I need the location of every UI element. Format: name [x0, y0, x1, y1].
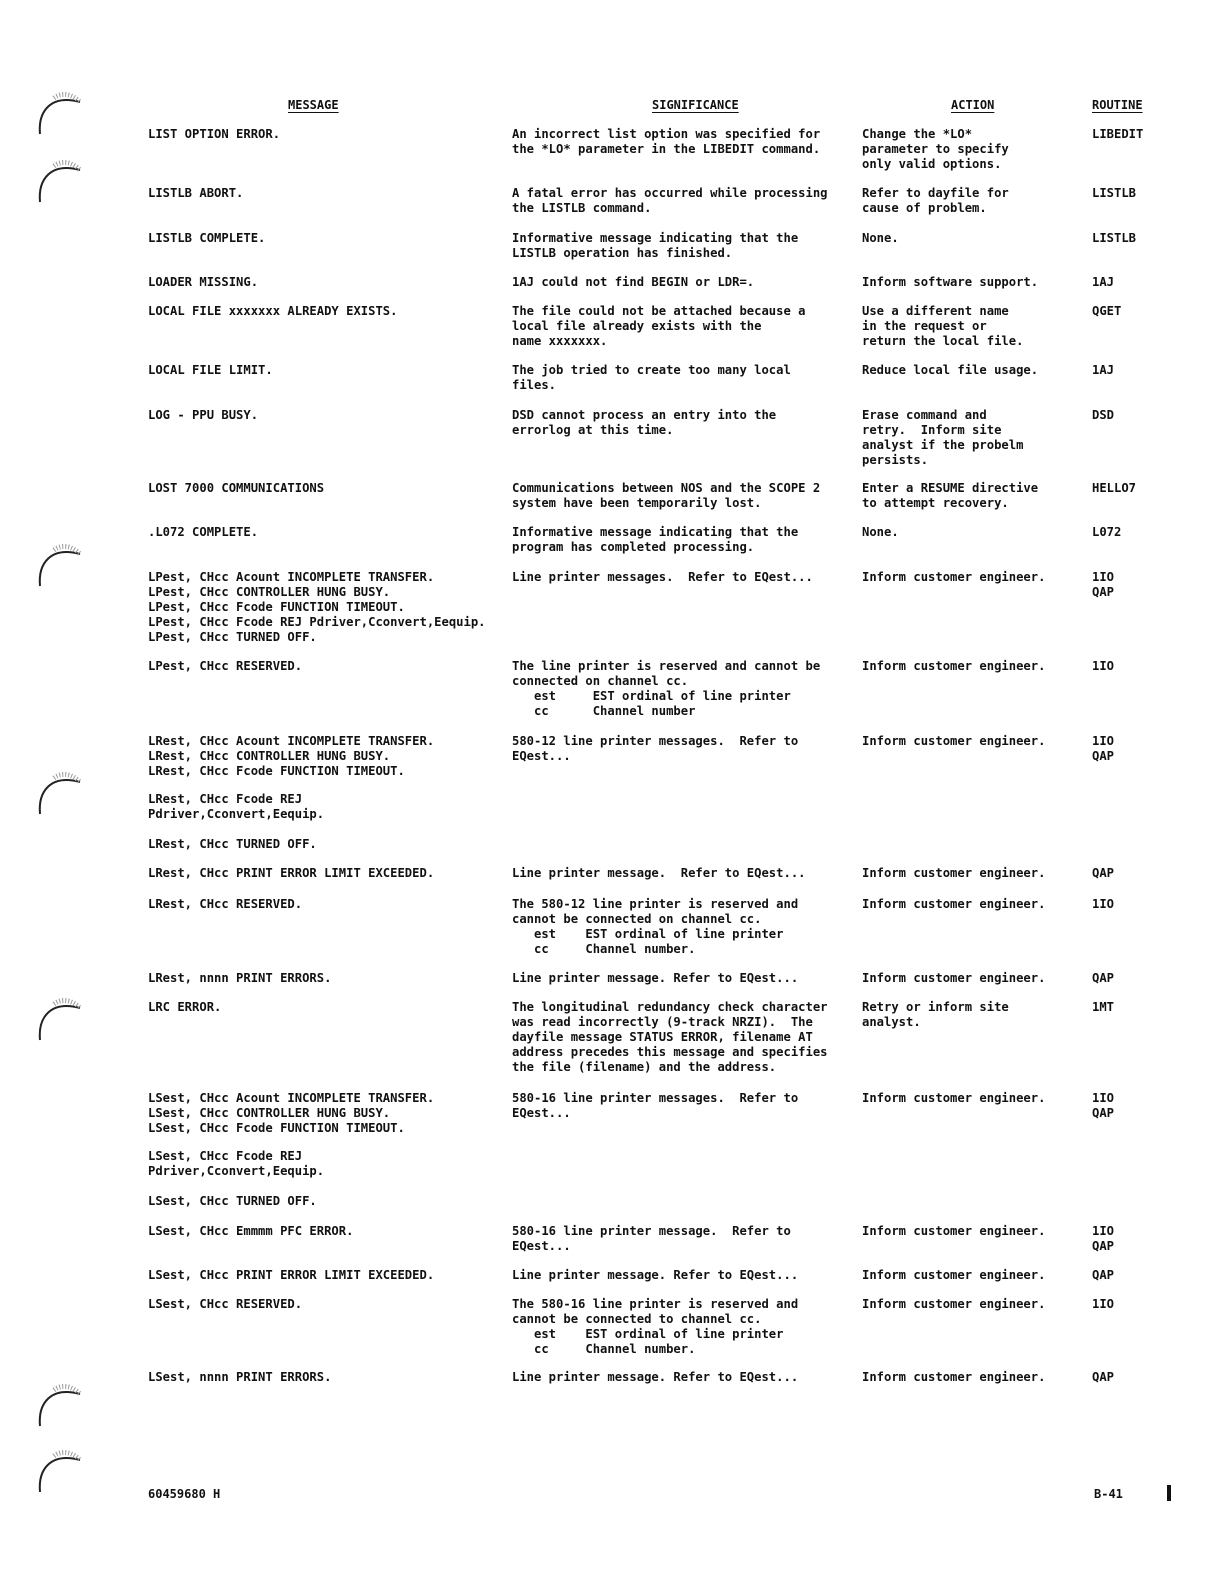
- significance-cell: Line printer messages. Refer to EQest...: [512, 570, 813, 584]
- routine-cell: 1AJ: [1092, 363, 1115, 377]
- routine-cell: LIBEDIT: [1092, 127, 1144, 141]
- document-number: 60459680 H: [148, 1487, 221, 1501]
- routine-cell: 1AJ: [1092, 275, 1115, 289]
- routine-cell: QAP: [1092, 866, 1115, 880]
- action-cell: Use a different name in the request or return the local file.: [862, 304, 1024, 348]
- message-cell: LISTLB ABORT.: [148, 186, 244, 200]
- action-cell: Inform customer engineer.: [862, 1091, 1046, 1105]
- column-header-routine: ROUTINE: [1092, 98, 1143, 112]
- message-cell: LRC ERROR.: [148, 1000, 222, 1014]
- binder-hole-mark-icon: [36, 1380, 86, 1434]
- message-cell: LRest, CHcc Acount INCOMPLETE TRANSFER. LRest, CHcc CONTROLLER HUNG BUSY. LRest, CHcc Fcode FUNCTION TIMEOUT.: [148, 734, 435, 778]
- action-cell: Inform customer engineer.: [862, 659, 1046, 673]
- action-cell: Inform customer engineer.: [862, 734, 1046, 748]
- message-cell: LISTLB COMPLETE.: [148, 231, 266, 245]
- significance-cell: 580-16 line printer messages. Refer to EQest...: [512, 1091, 799, 1120]
- routine-cell: LISTLB: [1092, 186, 1137, 200]
- routine-cell: HELLO7: [1092, 481, 1137, 495]
- significance-cell: Line printer message. Refer to EQest...: [512, 866, 806, 880]
- significance-cell: The longitudinal redundancy check character was read incorrectly (9-track NRZI). The dayfile message STATUS ERROR, filename AT address precedes this message and specifies the file (filename) and the address.: [512, 1000, 828, 1074]
- message-cell: LOCAL FILE xxxxxxx ALREADY EXISTS.: [148, 304, 398, 318]
- routine-cell: 1IO QAP: [1092, 734, 1115, 763]
- significance-cell: Communications between NOS and the SCOPE 2 system have been temporarily lost.: [512, 481, 821, 510]
- routine-cell: 1MT: [1092, 1000, 1115, 1014]
- significance-cell: The line printer is reserved and cannot be connected on channel cc. est EST ordinal of line printer cc Channel number: [512, 659, 821, 718]
- message-cell: LRest, nnnn PRINT ERRORS.: [148, 971, 332, 985]
- binder-hole-mark-icon: [36, 768, 86, 822]
- significance-cell: Line printer message. Refer to EQest...: [512, 1268, 799, 1282]
- significance-cell: 1AJ could not find BEGIN or LDR=.: [512, 275, 755, 289]
- message-cell: LSest, CHcc Fcode REJ Pdriver,Cconvert,Eequip.: [148, 1149, 325, 1178]
- routine-cell: QAP: [1092, 971, 1115, 985]
- message-cell: LOADER MISSING.: [148, 275, 259, 289]
- message-cell: LSest, CHcc Acount INCOMPLETE TRANSFER. LSest, CHcc CONTROLLER HUNG BUSY. LSest, CHcc Fcode FUNCTION TIMEOUT.: [148, 1091, 435, 1135]
- message-cell: LPest, CHcc Acount INCOMPLETE TRANSFER. LPest, CHcc CONTROLLER HUNG BUSY. LPest, CHcc Fcode FUNCTION TIMEOUT. LPest, CHcc Fcode REJ Pdriver,Cconvert,Eequip. LPest, CHcc TURNED OFF.: [148, 570, 486, 644]
- routine-cell: QAP: [1092, 1370, 1115, 1384]
- action-cell: Inform customer engineer.: [862, 570, 1046, 584]
- significance-cell: Line printer message. Refer to EQest...: [512, 1370, 799, 1384]
- routine-cell: QGET: [1092, 304, 1122, 318]
- message-cell: LOG - PPU BUSY.: [148, 408, 259, 422]
- message-cell: LSest, CHcc RESERVED.: [148, 1297, 303, 1311]
- routine-cell: DSD: [1092, 408, 1115, 422]
- significance-cell: 580-12 line printer messages. Refer to EQest...: [512, 734, 799, 763]
- significance-cell: Informative message indicating that the LISTLB operation has finished.: [512, 231, 799, 260]
- page-number: B-41: [1094, 1487, 1123, 1501]
- message-cell: LIST OPTION ERROR.: [148, 127, 281, 141]
- message-cell: LPest, CHcc RESERVED.: [148, 659, 303, 673]
- routine-cell: 1IO: [1092, 659, 1115, 673]
- message-cell: .L072 COMPLETE.: [148, 525, 259, 539]
- message-cell: LOST 7000 COMMUNICATIONS: [148, 481, 325, 495]
- column-header-message: MESSAGE: [288, 98, 339, 112]
- action-cell: None.: [862, 231, 899, 245]
- routine-cell: QAP: [1092, 1268, 1115, 1282]
- action-cell: Inform software support.: [862, 275, 1039, 289]
- routine-cell: 1IO QAP: [1092, 1091, 1115, 1120]
- routine-cell: L072: [1092, 525, 1122, 539]
- action-cell: Erase command and retry. Inform site analyst if the probelm persists.: [862, 408, 1024, 467]
- significance-cell: A fatal error has occurred while processing the LISTLB command.: [512, 186, 828, 215]
- action-cell: Refer to dayfile for cause of problem.: [862, 186, 1009, 215]
- action-cell: None.: [862, 525, 899, 539]
- action-cell: Change the *LO* parameter to specify only valid options.: [862, 127, 1009, 171]
- change-bar: [1167, 1485, 1171, 1501]
- routine-cell: 1IO: [1092, 897, 1115, 911]
- significance-cell: The job tried to create too many local files.: [512, 363, 791, 392]
- action-cell: Inform customer engineer.: [862, 1297, 1046, 1311]
- message-cell: LSest, CHcc Emmmm PFC ERROR.: [148, 1224, 354, 1238]
- column-header-action: ACTION: [951, 98, 995, 112]
- significance-cell: The 580-12 line printer is reserved and cannot be connected on channel cc. est EST ordinal of line printer cc Channel number.: [512, 897, 799, 956]
- binder-hole-mark-icon: [36, 994, 86, 1048]
- column-header-significance: SIGNIFICANCE: [652, 98, 739, 112]
- message-cell: LRest, CHcc PRINT ERROR LIMIT EXCEEDED.: [148, 866, 435, 880]
- action-cell: Inform customer engineer.: [862, 1224, 1046, 1238]
- action-cell: Enter a RESUME directive to attempt recovery.: [862, 481, 1039, 510]
- action-cell: Inform customer engineer.: [862, 866, 1046, 880]
- significance-cell: 580-16 line printer message. Refer to EQest...: [512, 1224, 791, 1253]
- binder-hole-mark-icon: [36, 540, 86, 594]
- message-cell: LOCAL FILE LIMIT.: [148, 363, 273, 377]
- routine-cell: 1IO QAP: [1092, 570, 1115, 599]
- action-cell: Inform customer engineer.: [862, 897, 1046, 911]
- significance-cell: The file could not be attached because a local file already exists with the name xxxxxxx.: [512, 304, 806, 348]
- message-cell: LSest, nnnn PRINT ERRORS.: [148, 1370, 332, 1384]
- significance-cell: An incorrect list option was specified for the *LO* parameter in the LIBEDIT command.: [512, 127, 821, 156]
- significance-cell: Informative message indicating that the program has completed processing.: [512, 525, 799, 554]
- message-cell: LSest, CHcc PRINT ERROR LIMIT EXCEEDED.: [148, 1268, 435, 1282]
- action-cell: Retry or inform site analyst.: [862, 1000, 1009, 1029]
- binder-hole-mark-icon: [36, 1446, 86, 1500]
- action-cell: Inform customer engineer.: [862, 971, 1046, 985]
- message-cell: LRest, CHcc TURNED OFF.: [148, 837, 317, 851]
- significance-cell: Line printer message. Refer to EQest...: [512, 971, 799, 985]
- significance-cell: The 580-16 line printer is reserved and cannot be connected to channel cc. est EST ordinal of line printer cc Channel number.: [512, 1297, 799, 1356]
- message-cell: LRest, CHcc RESERVED.: [148, 897, 303, 911]
- message-cell: LRest, CHcc Fcode REJ Pdriver,Cconvert,Eequip.: [148, 792, 325, 821]
- routine-cell: 1IO QAP: [1092, 1224, 1115, 1253]
- action-cell: Reduce local file usage.: [862, 363, 1039, 377]
- message-cell: LSest, CHcc TURNED OFF.: [148, 1194, 317, 1208]
- routine-cell: 1IO: [1092, 1297, 1115, 1311]
- binder-hole-mark-icon: [36, 156, 86, 210]
- routine-cell: LISTLB: [1092, 231, 1137, 245]
- significance-cell: DSD cannot process an entry into the errorlog at this time.: [512, 408, 777, 437]
- action-cell: Inform customer engineer.: [862, 1370, 1046, 1384]
- action-cell: Inform customer engineer.: [862, 1268, 1046, 1282]
- binder-hole-mark-icon: [36, 88, 86, 142]
